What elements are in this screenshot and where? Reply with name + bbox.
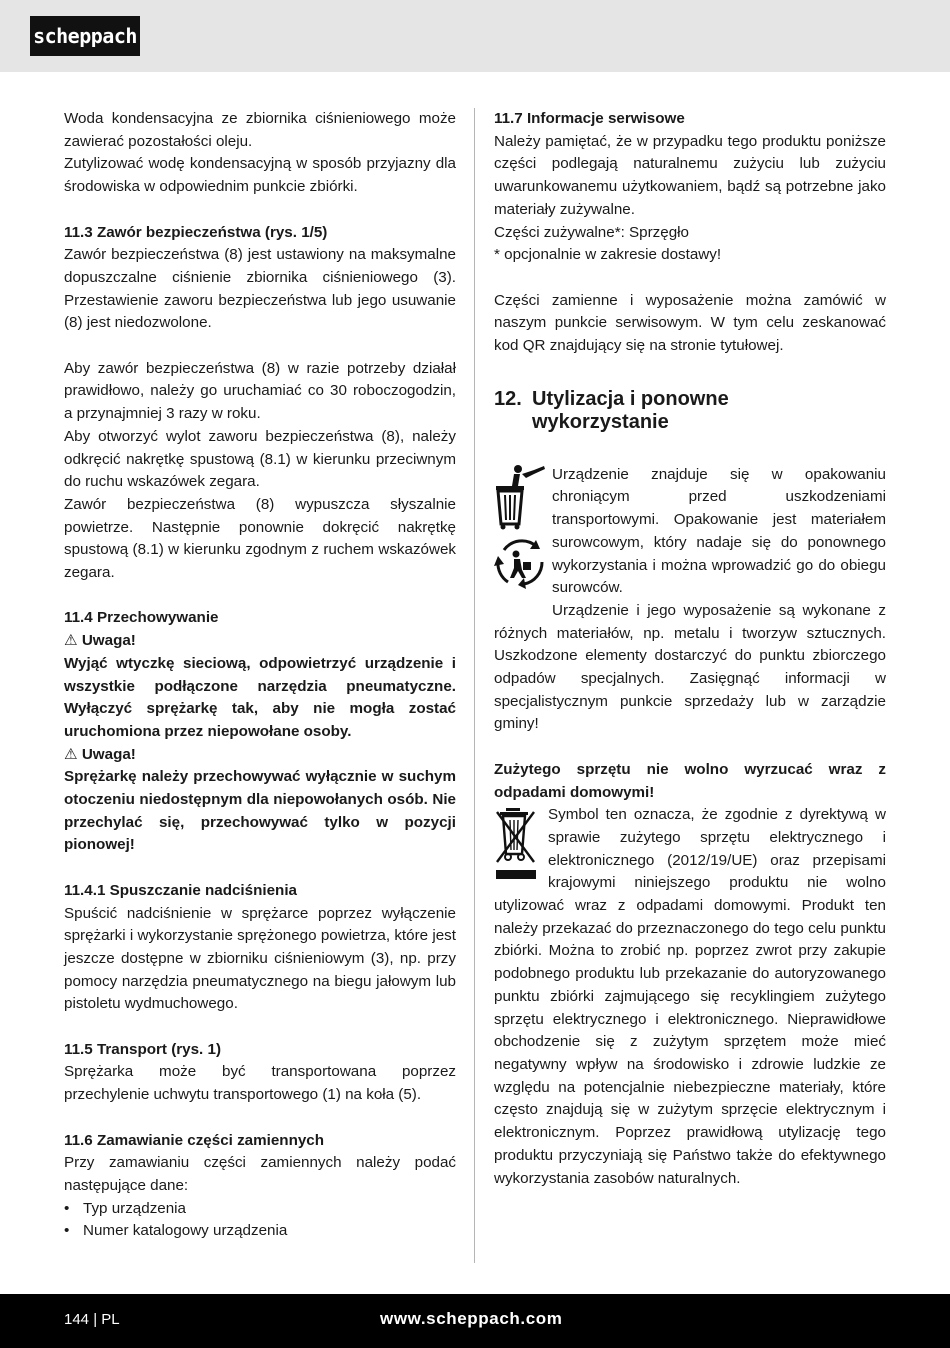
scheppach-logo: scheppach (30, 16, 140, 56)
section-11-7-title: 11.7 Informacje serwisowe (494, 110, 685, 127)
left-column (64, 108, 456, 1243)
waste-bin-icon (494, 464, 548, 530)
crossed-out-wheelie-bin-icon (494, 804, 540, 884)
section-12-title-line-2: wykorzystanie (532, 410, 669, 433)
warning-text-2: Sprężarkę należy przechowywać wyłącznie w suchym otoczeniu niedostępnym dla niepowołanych osób. Nie przechylać się, przechowywać tylko w pozycji pionowej! (64, 768, 456, 854)
section-11-4-1-title: 11.4.1 Spuszczanie nadciśnienia (64, 881, 297, 899)
section-11-7-paragraph-4: Części zamienne i wyposażenie można zamówić w naszym punkcie serwisowym. W tym celu zeskanować kod QR znajdujący się na stronie tytułowej. (494, 291, 886, 355)
recycling-icons (494, 464, 552, 594)
column-divider (474, 108, 475, 1263)
condensate-disposal-note: Zutylizować wodę kondensacyjną w sposób przyjazny dla środowiska w odpowiednim punkcie zbiórki. (64, 155, 456, 196)
page-header (0, 0, 950, 72)
section-11-7-paragraph-1: Należy pamiętać, że w przypadku tego produktu poniższe części podlegają naturalnemu zużyciu lub zużyciu uwarunkowanemu użytkowaniem, bądź są potrzebne jako materiały zużywalne. (494, 132, 886, 218)
section-11-3-paragraph-3: Aby otworzyć wylot zaworu bezpieczeństwa (8), należy odkręcić nakrętkę spustową (8.1) w kierunku przeciwnym do ruchu wskazówek zegara. (64, 427, 456, 491)
spare-parts-data-list (64, 1198, 456, 1243)
section-12-title-line-1: Utylizacja i ponowne (532, 387, 729, 410)
section-12-paragraph-2: Urządzenie i jego wyposażenie są wykonane z różnych materiałów, np. metalu i tworzyw sztucznych. Uszkodzone elementy dostarczyć do punktu zbiorczego odpadów specjalnych. Zasięgnąć informacji w specjalistycznym punkcie sprzedaży lub w zarządzie gminy! (494, 601, 886, 733)
section-12-paragraph-1: Urządzenie znajduje się w opakowaniu chroniącym przed uszkodzeniami transportowymi. Opakowanie jest materiałem surowcowym, który nadaje się do ponownego wykorzystania i można wprowadzić go do obiegu surowców. (552, 465, 886, 597)
right-column (494, 108, 886, 1190)
section-11-6-title: 11.6 Zamawianie części zamiennych (64, 1131, 325, 1149)
list-item: • Typ urządzenia (64, 1198, 456, 1221)
section-11-7-paragraph-3: * opcjonalnie w zakresie dostawy! (494, 246, 722, 264)
section-11-3-paragraph-2: Aby zawór bezpieczeństwa (8) w razie potrzeby działał prawidłowo, należy go uruchamiać co 30 roboczogodzin, a przynajmniej 3 razy w roku. (64, 359, 456, 423)
section-11-3-title: 11.3 Zawór bezpieczeństwa (rys. 1/5) (64, 223, 328, 241)
condensate-oil-note: Woda kondensacyjna ze zbiornika ciśnieniowego może zawierać pozostałości oleju. (64, 110, 456, 150)
section-11-3-paragraph-4: Zawór bezpieczeństwa (8) wypuszcza słyszalnie powietrze. Następnie ponownie dokręcić nakrętkę spustową (8.1) w kierunku zgodnym z ruchem wskazówek zegara. (64, 495, 456, 582)
section-11-5-title: 11.5 Transport (rys. 1) (64, 1040, 222, 1058)
list-item: • Numer katalogowy urządzenia (64, 1220, 456, 1243)
weee-block (494, 804, 886, 1190)
weee-paragraph: Symbol ten oznacza, że zgodnie z dyrektywą w sprawie zużytego sprzętu elektrycznego i elektronicznego (2012/19/UE) oraz przepisami krajowymi niniejszego produktu nie wolno utylizować wraz z odpadami domowymi. Produkt ten należy przekazać do przeznaczonego do tego celu punktu zbiórki. Można to zrobić np. poprzez zwrot przy zakupie podobnego produktu lub przekazanie do autoryzowanego punktu zbiórki zajmującego się recyklingiem zużytego sprzętu elektrycznego i elektronicznego. Nieprawidłowe obchodzenie się z zużytym sprzętem może mieć negatywny wpływ na środowisko i zdrowie ludzkie ze względu na potencjalnie niebezpieczne materiały, które często znajdują się w zużytym sprzęcie elektrycznym i elektronicznym. Poprzez prawidłową utylizację tego produktu przyczyniają się Państwo także do efektywnego wykorzystania zasobów naturalnych. (494, 806, 886, 1187)
section-11-6-paragraph: Przy zamawianiu części zamiennych należy podać następujące dane: (64, 1154, 456, 1194)
page-number: 144 | PL (64, 1311, 120, 1328)
warning-label-1: ⚠ Uwaga! (64, 632, 136, 650)
section-11-7-paragraph-2: Części zużywalne*: Sprzęgło (494, 223, 689, 241)
recycling-block (494, 464, 886, 736)
recycle-person-icon (494, 536, 548, 590)
warning-label-2: ⚠ Uwaga! (64, 745, 136, 763)
weee-warning-title: Zużytego sprzętu nie wolno wyrzucać wraz z odpadami domowymi! (494, 760, 886, 801)
section-12-heading (494, 388, 886, 434)
page-footer (0, 1294, 950, 1348)
section-11-4-title: 11.4 Przechowywanie (64, 609, 219, 627)
section-11-4-1-paragraph: Spuścić nadciśnienie w sprężarce poprzez wyłączenie sprężarki i wykorzystanie sprężonego powietrza, które jest jeszcze dostępne w zbiorniku ciśnieniowym (3), np. przy pomocy narzędzia pneumatycznego na biegu jałowym lub pistoletu wydmuchowego. (64, 904, 456, 1013)
warning-text-1: Wyjąć wtyczkę sieciową, odpowietrzyć urządzenie i wszystkie podłączone narzędzia pneumatyczne. Wyłączyć sprężarkę tak, aby nie mogła zostać uruchomiona przez niepowołane osoby. (64, 654, 456, 740)
section-11-3-paragraph-1: Zawór bezpieczeństwa (8) jest ustawiony na maksymalne dopuszczalne ciśnienie zbiornika ciśnieniowego (3). Przestawienie zaworu bezpieczeństwa lub jego usuwanie (8) jest niedozwolone. (64, 246, 456, 332)
section-12-number: 12. (494, 387, 522, 410)
website-link[interactable]: www.scheppach.com (380, 1309, 563, 1328)
weee-icon-wrapper (494, 804, 548, 888)
section-11-5-paragraph: Sprężarka może być transportowana poprzez przechylenie uchwytu transportowego (1) na koła (5). (64, 1063, 456, 1104)
